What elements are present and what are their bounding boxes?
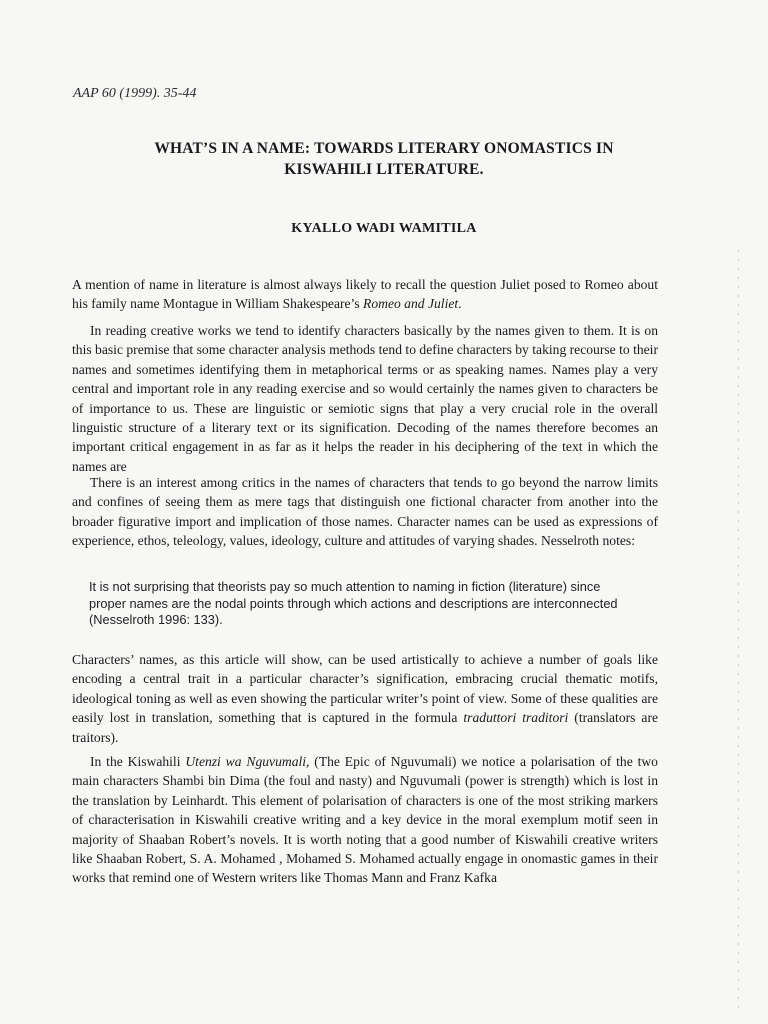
paragraph-3: There is an interest among critics in the names of characters that tends to go beyond the narrow limits and confines of seeing them as mere tags that distinguish one fictional character from another into the broader figurative import and implication of those names. Character names can be used as expressions of experience, ethos, teleology, values, ideology, culture and attitudes of varying shades. Nesselroth notes:	[72, 475, 658, 549]
scan-edge-artifact	[738, 250, 739, 1010]
paragraph-2: In reading creative works we tend to identify characters basically by the names given to them. It is on this basic premise that some character analysis methods tend to define characters by taking recourse to their names and sometimes identifying them in metaphorical terms or as speaking names. Names play a very central and important role in any reading exercise and so would certainly the names given to characters be of importance to us. These are linguistic or semiotic signs that play a very crucial role in the overall linguistic structure of a literary text or its signification. Decoding of the names therefore becomes an important critical engagement in as far as it helps the reader in his deciphering of the text in which the names are	[72, 323, 658, 474]
paragraph-5-rest: (The Epic of Nguvumali) we notice a polarisation of the two main characters Shambi bin Dima (the foul and nasty) and Nguvumali (power is strength) which is lost in the translation by Leinhardt. This element of polarisation of characters is one of the most striking markers of characterisation in Kiswahili creative writing and a key device in the moral exemplum motif seen in majority of Shaaban Robert’s novels. It is worth noting that a good number of Kiswahili creative writers like Shaaban Robert, S. A. Mohamed , Mohamed S. Mohamed actually engage in onomastic games in their works that remind one of Western writers like Thomas Mann and Franz Kafka	[72, 754, 658, 886]
paragraph-1	[72, 275, 658, 314]
paragraph-5-text: In the Kiswahili	[90, 754, 186, 769]
block-quote: It is not surprising that theorists pay so much attention to naming in fiction (literature) since proper names are the nodal points through which actions and descriptions are interconnected (Nesselroth 1996: 133).	[89, 579, 618, 627]
paragraph-1-text: A mention of name in literature is almost always likely to recall the question Juliet posed to Romeo about his family name Montague in William Shakespeare’s	[72, 277, 658, 312]
paragraph-5	[72, 752, 658, 888]
play-title: Romeo and Juliet	[363, 296, 459, 312]
epic-title: Utenzi wa Nguvumali,	[185, 754, 310, 769]
author-name: KYALLO WADI WAMITILA	[291, 221, 477, 236]
article-title-line-1: WHAT’S IN A NAME: TOWARDS LITERARY ONOMASTICS IN	[154, 140, 614, 157]
journal-citation: AAP 60 (1999). 35-44	[73, 86, 197, 101]
italic-formula: traduttori traditori	[463, 710, 569, 726]
paragraph-1-end: .	[458, 296, 462, 312]
paragraph-4-end: (translators are traitors).	[72, 710, 659, 745]
article-title-line-2: KISWAHILI LITERATURE.	[284, 161, 484, 178]
paragraph-4	[72, 650, 658, 747]
paragraph-4-text: Characters’ names, as this article will show, can be used artistically to achieve a number of goals like encoding a central trait in a particular character’s signification, embracing crucial thematic motifs, ideological toning as well as even showing the particular writer’s point of view. Some of these qualities are easily lost in translation, something that is captured in the formula	[72, 652, 658, 726]
article-title	[70, 138, 698, 180]
